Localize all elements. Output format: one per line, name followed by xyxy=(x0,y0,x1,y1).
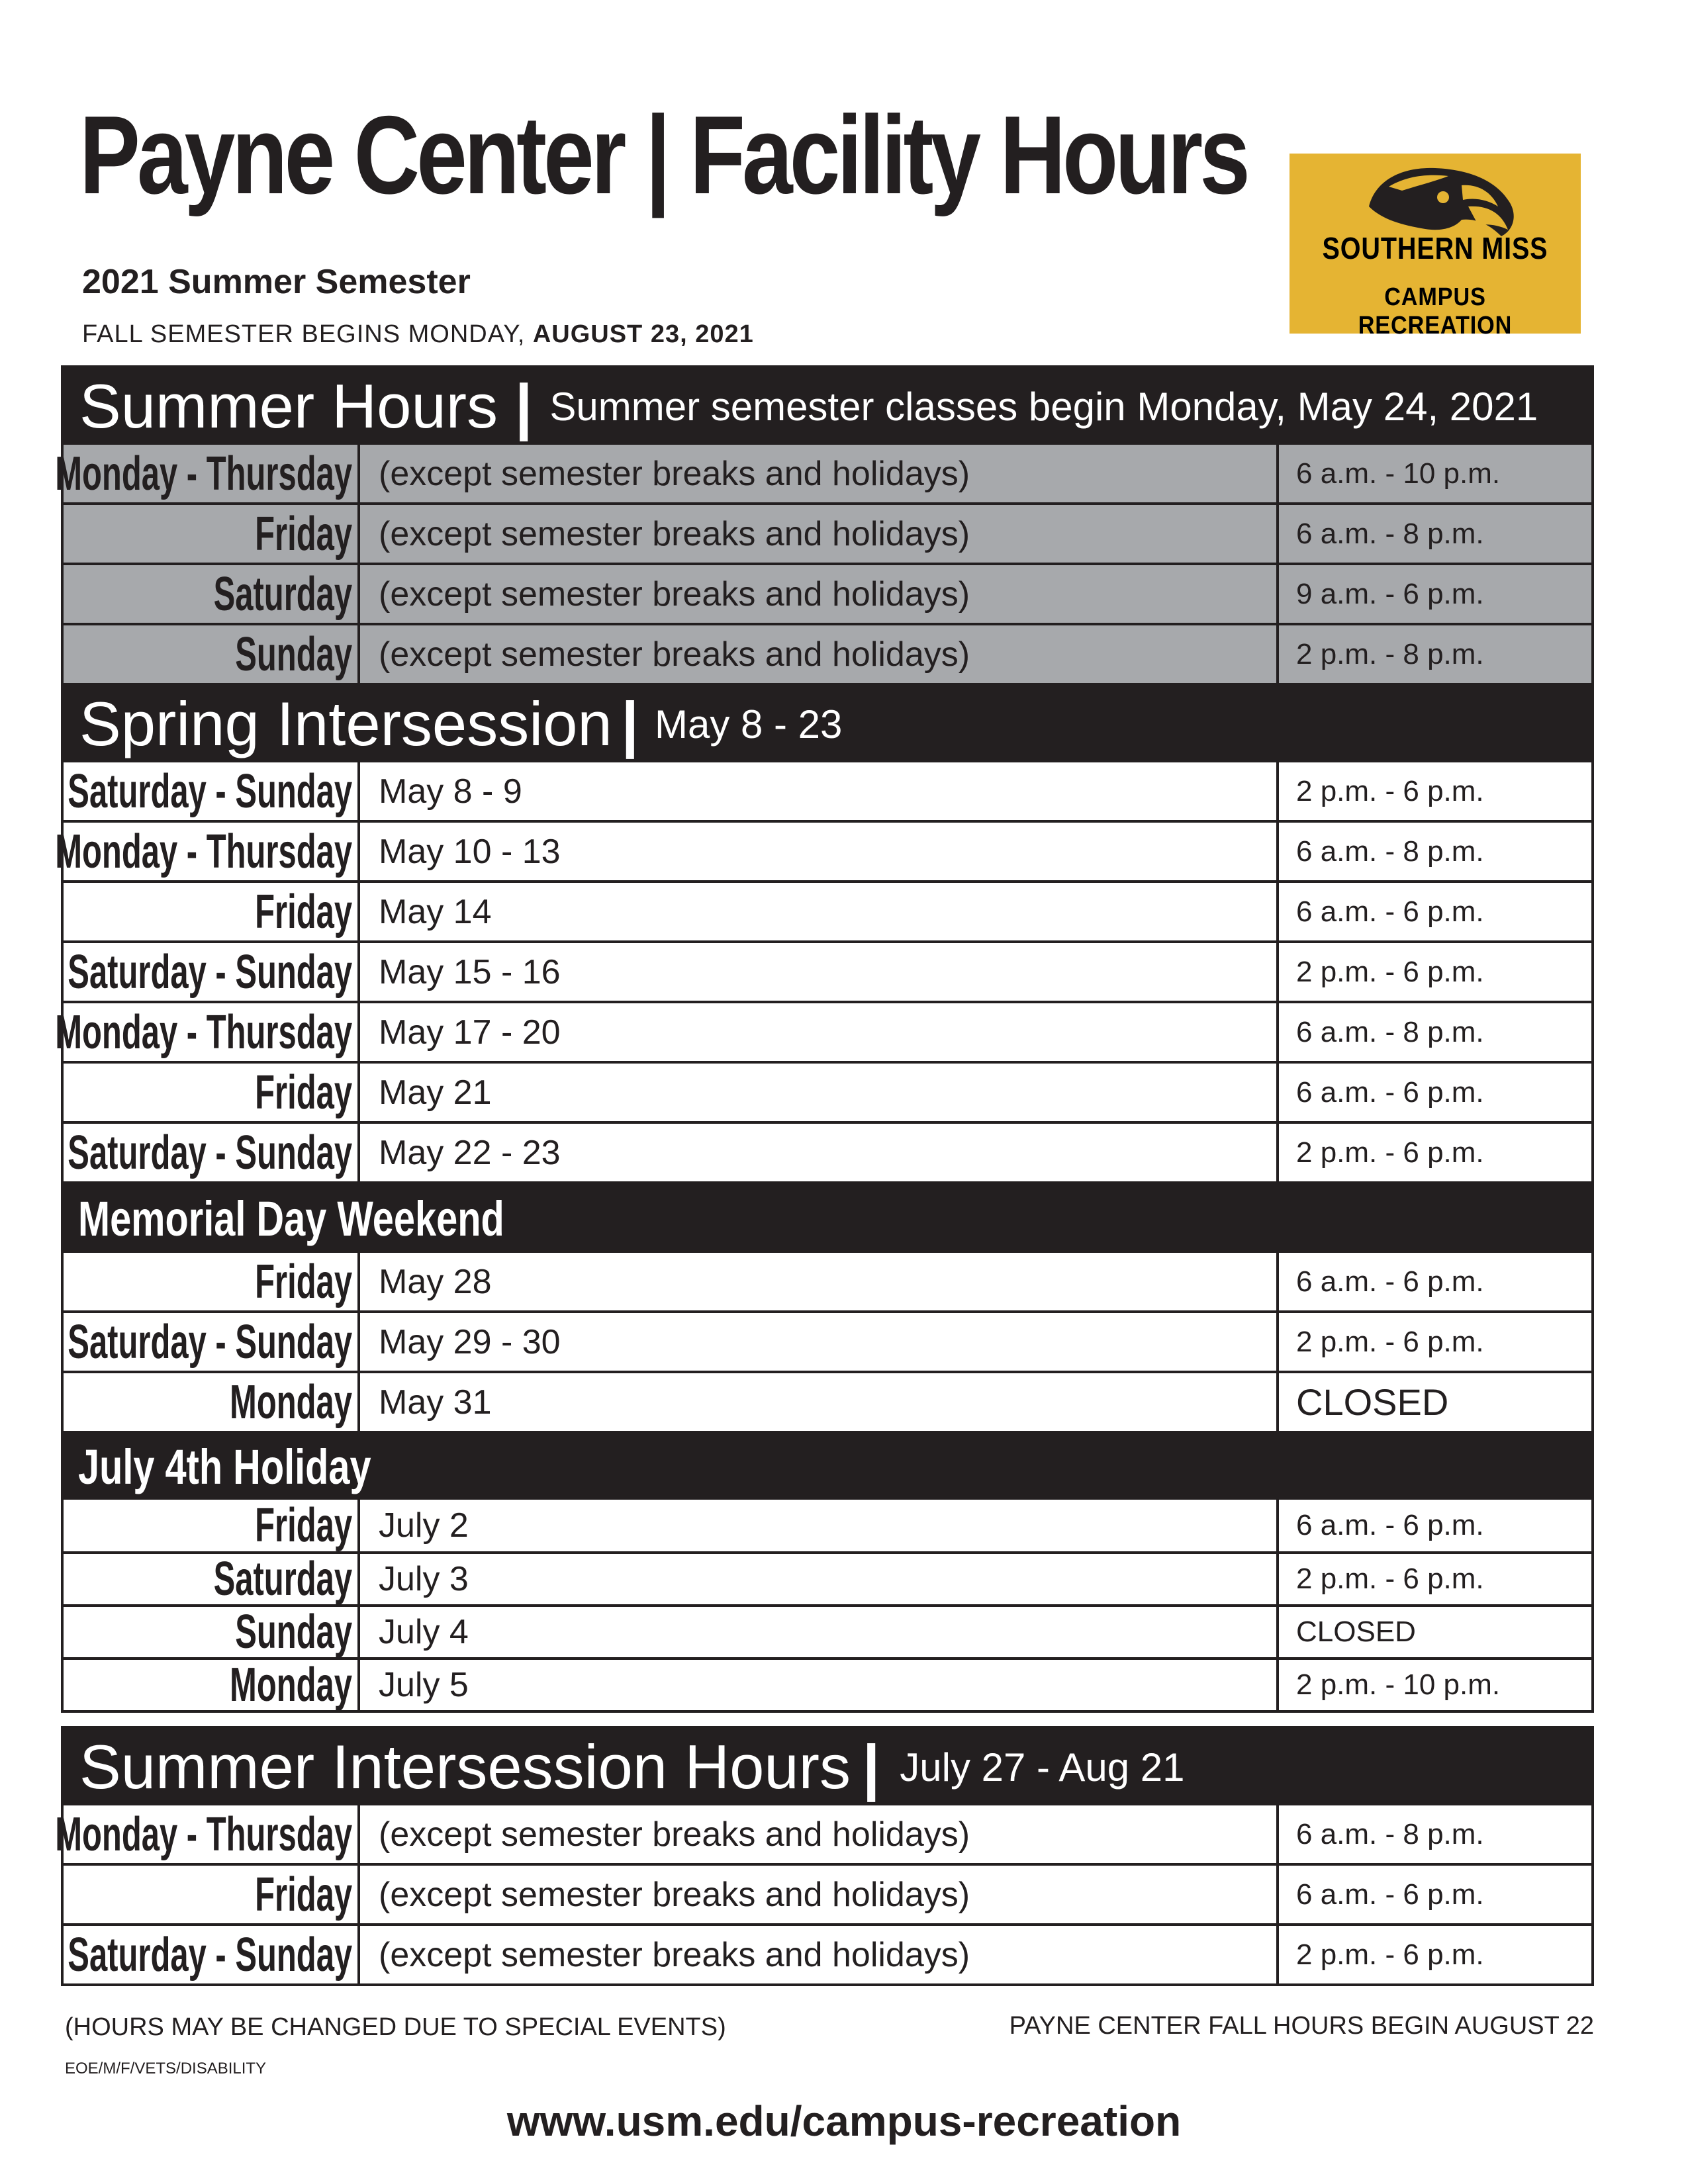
fall-hours-note: PAYNE CENTER FALL HOURS BEGIN AUGUST 22 xyxy=(1009,2012,1594,2040)
note-cell: (except semester breaks and holidays) xyxy=(360,625,1279,683)
note-cell: (except semester breaks and holidays) xyxy=(360,1805,1279,1863)
hours-cell: 6 a.m. - 8 p.m. xyxy=(1296,1817,1484,1850)
hours-cell: 2 p.m. - 6 p.m. xyxy=(1296,1136,1484,1169)
summer-intersession-section xyxy=(55,1726,1594,1986)
fall-note-prefix: FALL SEMESTER BEGINS MONDAY, xyxy=(82,320,533,348)
table-row xyxy=(64,1604,1591,1657)
logo-line-1: SOUTHERN MISS xyxy=(1322,231,1548,265)
southern-miss-logo xyxy=(1289,154,1581,340)
website-url: www.usm.edu/campus-recreation xyxy=(506,2097,1182,2145)
note-cell: (except semester breaks and holidays) xyxy=(360,445,1279,502)
day-cell xyxy=(64,1253,360,1310)
hours-cell: 2 p.m. - 6 p.m. xyxy=(1296,955,1484,988)
note-cell: May 15 - 16 xyxy=(360,943,1279,1001)
hours-cell: 2 p.m. - 6 p.m. xyxy=(1296,1563,1484,1595)
hours-cell: 2 p.m. - 10 p.m. xyxy=(1296,1668,1501,1701)
day-cell xyxy=(64,762,360,820)
note-cell: May 14 xyxy=(360,883,1279,940)
hours-cell: 6 a.m. - 8 p.m. xyxy=(1296,835,1484,868)
day-label: Saturday - Sunday xyxy=(68,764,352,818)
hours-cell: CLOSED xyxy=(1296,1615,1416,1648)
section-header xyxy=(64,1729,1591,1805)
table-row xyxy=(64,1863,1591,1923)
day-label: Monday xyxy=(230,1375,352,1429)
note-cell: May 28 xyxy=(360,1253,1279,1310)
day-cell xyxy=(64,1660,360,1710)
day-cell xyxy=(64,1866,360,1923)
table-row xyxy=(64,1500,1591,1551)
table-row xyxy=(64,1657,1591,1710)
note-cell: (except semester breaks and holidays) xyxy=(360,565,1279,623)
semester-subtitle: 2021 Summer Semester xyxy=(82,263,471,301)
day-label: Saturday xyxy=(213,1553,352,1606)
hours-cell: 6 a.m. - 6 p.m. xyxy=(1296,1265,1484,1298)
day-cell xyxy=(55,823,360,880)
day-cell xyxy=(64,1926,360,1983)
table-row xyxy=(55,1001,1591,1061)
spring-intersession-section xyxy=(55,686,1594,1184)
logo-line-2: CAMPUS RECREATION xyxy=(1358,283,1513,340)
hours-cell: 2 p.m. - 6 p.m. xyxy=(1296,1325,1484,1358)
table-row xyxy=(64,502,1591,563)
section-subtitle: May 8 - 23 xyxy=(654,702,843,747)
hours-cell: 6 a.m. - 10 p.m. xyxy=(1296,457,1501,490)
hours-schedule xyxy=(55,365,1594,2001)
section-separator: | xyxy=(621,689,639,758)
section-title: Memorial Day Weekend xyxy=(78,1191,504,1246)
note-cell: July 3 xyxy=(360,1554,1279,1604)
table-row xyxy=(64,623,1591,683)
note-cell: (except semester breaks and holidays) xyxy=(360,505,1279,563)
note-cell: May 8 - 9 xyxy=(360,762,1279,820)
day-cell xyxy=(64,625,360,683)
table-row xyxy=(64,1253,1591,1310)
day-label: Saturday xyxy=(213,567,352,621)
day-label: Saturday - Sunday xyxy=(68,945,352,999)
table-row xyxy=(64,762,1591,820)
section-title: Summer Intersession Hours xyxy=(79,1732,851,1801)
table-row xyxy=(64,1310,1591,1371)
table-row xyxy=(55,445,1591,502)
note-cell: May 31 xyxy=(360,1373,1279,1431)
day-cell xyxy=(64,1064,360,1121)
hours-cell: 6 a.m. - 6 p.m. xyxy=(1296,1075,1484,1109)
hours-cell: 6 a.m. - 6 p.m. xyxy=(1296,1509,1484,1541)
note-cell: May 22 - 23 xyxy=(360,1124,1279,1181)
day-label: Saturday - Sunday xyxy=(68,1928,352,1981)
day-label: Friday xyxy=(255,1499,352,1552)
hours-cell: CLOSED xyxy=(1296,1381,1449,1423)
day-label: Saturday - Sunday xyxy=(68,1126,352,1179)
day-label: Sunday xyxy=(235,627,352,681)
fall-note-date: AUGUST 23, 2021 xyxy=(532,320,754,348)
day-cell xyxy=(55,1003,360,1061)
day-label: Friday xyxy=(255,1255,352,1308)
section-title: Spring Intersession xyxy=(79,689,612,758)
section-header xyxy=(64,1433,1591,1500)
hours-cell: 6 a.m. - 8 p.m. xyxy=(1296,1015,1484,1048)
day-label: Saturday - Sunday xyxy=(68,1315,352,1369)
july-4th-section xyxy=(61,1433,1594,1713)
hours-cell: 9 a.m. - 6 p.m. xyxy=(1296,577,1484,610)
day-label: Friday xyxy=(255,1066,352,1119)
day-cell xyxy=(64,505,360,563)
day-label: Friday xyxy=(255,885,352,938)
page-title: Payne Center | Facility Hours xyxy=(79,93,1247,217)
table-row xyxy=(64,940,1591,1001)
hours-cell: 2 p.m. - 8 p.m. xyxy=(1296,637,1484,670)
day-cell xyxy=(64,1313,360,1371)
table-row xyxy=(64,1061,1591,1121)
hours-cell: 6 a.m. - 6 p.m. xyxy=(1296,1878,1484,1911)
table-row xyxy=(64,1371,1591,1431)
table-row xyxy=(55,1805,1591,1863)
summer-hours-section xyxy=(55,365,1594,686)
eoe-statement: EOE/M/F/VETS/DISABILITY xyxy=(65,2060,267,2077)
table-row xyxy=(64,563,1591,623)
day-cell xyxy=(64,1554,360,1604)
day-label: Monday - Thursday xyxy=(55,447,352,500)
note-cell: July 4 xyxy=(360,1607,1279,1657)
note-cell: July 5 xyxy=(360,1660,1279,1710)
table-row xyxy=(64,880,1591,940)
day-label: Monday - Thursday xyxy=(55,1005,352,1059)
day-cell xyxy=(55,445,360,502)
day-cell xyxy=(64,1500,360,1551)
day-label: Monday - Thursday xyxy=(55,1807,352,1861)
note-cell: May 21 xyxy=(360,1064,1279,1121)
day-cell xyxy=(64,565,360,623)
day-cell xyxy=(64,943,360,1001)
hours-cell: 2 p.m. - 6 p.m. xyxy=(1296,1938,1484,1971)
section-separator: | xyxy=(862,1732,880,1801)
day-label: Sunday xyxy=(235,1606,352,1659)
special-events-note: (HOURS MAY BE CHANGED DUE TO SPECIAL EVENTS) xyxy=(65,2013,726,2041)
day-label: Friday xyxy=(255,507,352,561)
section-subtitle: Summer semester classes begin Monday, May 24, 2021 xyxy=(549,384,1538,429)
fall-semester-note xyxy=(82,320,754,349)
day-cell xyxy=(64,1373,360,1431)
section-header xyxy=(64,368,1591,445)
section-header xyxy=(64,686,1591,762)
table-row xyxy=(64,1121,1591,1181)
day-cell xyxy=(64,1607,360,1657)
section-title: July 4th Holiday xyxy=(78,1439,371,1494)
section-subtitle: July 27 - Aug 21 xyxy=(900,1745,1185,1790)
golden-eagle-icon xyxy=(1289,107,1581,240)
day-cell xyxy=(55,1805,360,1863)
memorial-day-section xyxy=(61,1184,1594,1433)
table-row xyxy=(64,1551,1591,1604)
section-title: Summer Hours xyxy=(79,371,498,441)
table-row xyxy=(64,1923,1591,1983)
day-cell xyxy=(64,1124,360,1181)
table-row xyxy=(55,820,1591,880)
day-label: Friday xyxy=(255,1868,352,1921)
note-cell: May 17 - 20 xyxy=(360,1003,1279,1061)
note-cell: (except semester breaks and holidays) xyxy=(360,1866,1279,1923)
day-cell xyxy=(64,883,360,940)
section-header xyxy=(64,1184,1591,1253)
hours-cell: 6 a.m. - 8 p.m. xyxy=(1296,517,1484,550)
section-separator: | xyxy=(515,371,533,441)
note-cell: July 2 xyxy=(360,1500,1279,1551)
day-label: Monday xyxy=(230,1659,352,1711)
hours-cell: 2 p.m. - 6 p.m. xyxy=(1296,774,1484,807)
note-cell: May 10 - 13 xyxy=(360,823,1279,880)
note-cell: (except semester breaks and holidays) xyxy=(360,1926,1279,1983)
day-label: Monday - Thursday xyxy=(55,825,352,878)
hours-cell: 6 a.m. - 6 p.m. xyxy=(1296,895,1484,928)
note-cell: May 29 - 30 xyxy=(360,1313,1279,1371)
